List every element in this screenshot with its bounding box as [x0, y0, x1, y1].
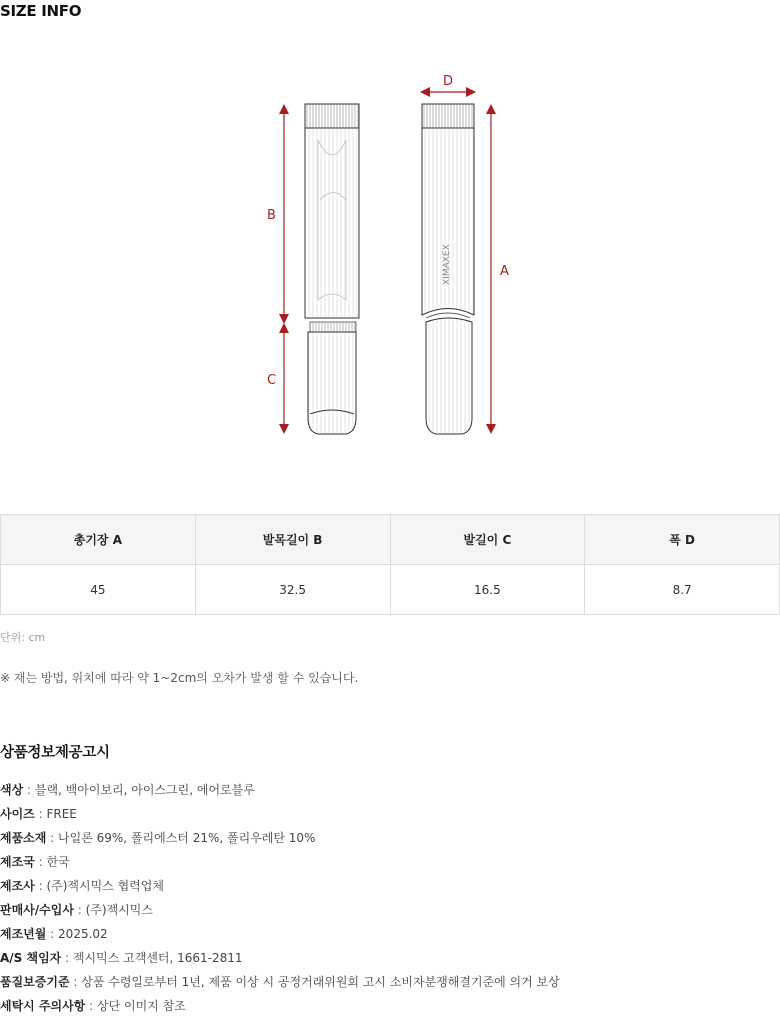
section-title: SIZE INFO [0, 2, 82, 20]
value-ankle-length: 32.5 [195, 565, 390, 615]
label-a: A [500, 264, 509, 279]
info-item: 색상 : 블랙, 백아이보리, 아이스그린, 에어로블루 [0, 783, 255, 797]
info-item: 사이즈 : FREE [0, 807, 77, 821]
sock-side-view [305, 104, 359, 434]
product-info-list [0, 780, 780, 1019]
label-d: D [443, 74, 454, 89]
info-item: 제조사 : (주)젝시믹스 협력업체 [0, 879, 164, 893]
label-b: B [267, 208, 276, 223]
info-item: 제조년월 : 2025.02 [0, 927, 108, 941]
size-table-header [1, 515, 780, 565]
header-ankle-length: 발목길이 B [195, 515, 390, 565]
info-item: A/S 책임자 : 젝시믹스 고객센터, 1661-2811 [0, 951, 243, 965]
brand-mark: XIMAXEX [442, 244, 452, 285]
info-item: 품질보증기준 : 상품 수령일로부터 1년, 제품 이상 시 공정거래위원회 고시 소비자분쟁해결기준에 의거 보상 [0, 975, 560, 989]
value-total-length: 45 [1, 565, 196, 615]
sock-front-view [422, 104, 474, 434]
size-table [0, 514, 780, 615]
value-width: 8.7 [585, 565, 780, 615]
size-table-row [1, 565, 780, 615]
info-item: 세탁시 주의사항 : 상단 이미지 참조 [0, 999, 186, 1013]
value-foot-length: 16.5 [390, 565, 585, 615]
header-foot-length: 발길이 C [390, 515, 585, 565]
info-item: 제품소재 : 나일론 69%, 폴리에스터 21%, 폴리우레탄 10% [0, 831, 316, 845]
unit-text: 단위: cm [0, 631, 46, 644]
info-item: 제조국 : 한국 [0, 855, 70, 869]
header-width: 폭 D [585, 515, 780, 565]
notice-title: 상품정보제공고시 [0, 745, 110, 761]
measurement-note: ※ 재는 방법, 위치에 따라 약 1~2cm의 오차가 발생 할 수 있습니다. [0, 671, 359, 685]
header-total-length: 총기장 A [1, 515, 196, 565]
label-c: C [267, 373, 277, 388]
size-diagram [0, 60, 780, 450]
info-item: 판매사/수입사 : (주)젝시믹스 [0, 903, 153, 917]
